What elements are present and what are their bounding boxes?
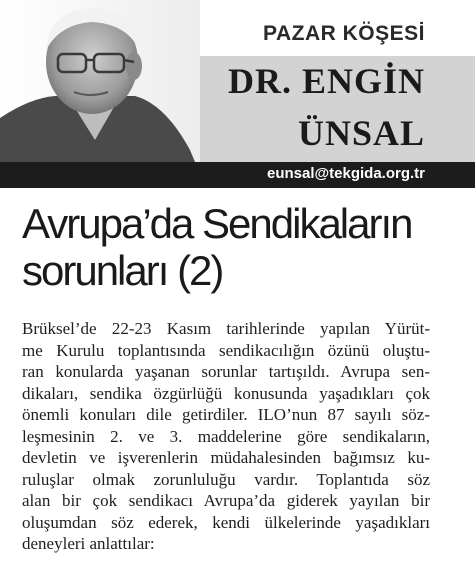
body-line: alan bir çok sendikacı Avrupa’da giderek yayılan bir xyxy=(22,491,430,510)
author-first-name: DR. ENGİN xyxy=(227,61,425,101)
author-email: eunsal@tekgida.org.tr xyxy=(267,165,425,182)
article-body xyxy=(22,318,430,555)
body-line: me Kurulu toplantısında sendikacılığın özünü oluştu- xyxy=(22,340,430,360)
body-line: ran konularda yaşanan sorunlar tartışıldı. Avrupa sen- xyxy=(22,362,430,381)
body-line: ruluşlar olmak zorunluluğu vardır. Toplantıda söz xyxy=(22,469,430,489)
headline-line-2: sorunları (2) xyxy=(22,247,223,294)
column-header xyxy=(0,0,475,188)
author-last-name: ÜNSAL xyxy=(297,113,425,153)
body-line: oluşumdan söz ederek, kendi ülkelerinde yaşadıkları xyxy=(22,512,430,532)
body-line: leşmesinin 2. ve 3. maddelerine göre sendikaların, xyxy=(22,426,430,446)
body-line: deneyleri anlattılar: xyxy=(22,534,155,553)
column-name: PAZAR KÖŞESİ xyxy=(263,22,425,45)
body-line: önemli konuları dile getirdiler. ILO’nun 87 sayılı söz- xyxy=(22,405,430,424)
body-line: Brüksel’de 22-23 Kasım tarihlerinde yapılan Yürüt- xyxy=(22,319,430,338)
article-headline xyxy=(22,200,452,294)
author-photo xyxy=(0,0,200,162)
headline-line-1: Avrupa’da Sendikaların xyxy=(22,200,412,247)
body-line: dikaları, sendika özgürlüğü konusunda yaşadıkları çok xyxy=(22,383,430,403)
email-bar xyxy=(0,162,475,188)
body-line: devletin ve işverenlerin müdahalesinden bağımsız ku- xyxy=(22,448,430,467)
